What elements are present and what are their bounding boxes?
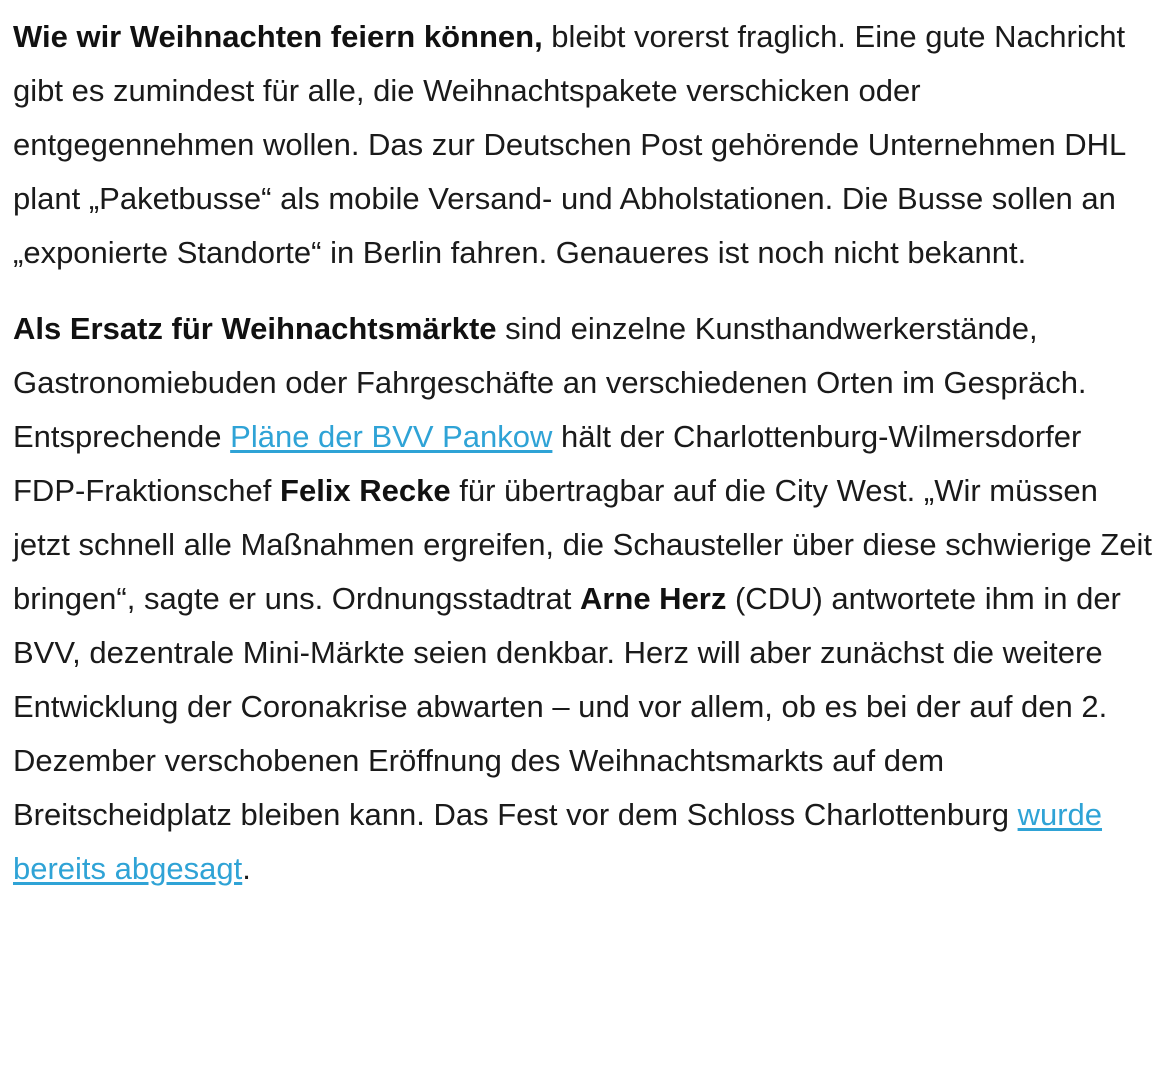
paragraph-text: hält der Charlottenburg-Wilmersdorfer FDP-Fraktionschef — [13, 419, 1082, 508]
link-plaene-bvv-pankow[interactable]: Pläne der BVV Pankow — [230, 419, 553, 454]
paragraph-text: (CDU) antwortete ihm in der BVV, dezentrale Mini-Märkte seien denkbar. Herz will aber zunächst die weitere Entwicklung der Coronakrise abwarten – und vor allem, ob es bei der auf den 2. Dezember verschobenen Eröffnung des Weihnachtsmarkts auf dem Breitscheidplatz bleiben kann. Das Fest vor dem Schloss Charlottenburg — [13, 581, 1121, 832]
paragraph-text: . — [242, 851, 251, 886]
bold-name-arne-herz: Arne Herz — [579, 581, 727, 616]
paragraph-paketbusse — [13, 10, 1154, 280]
lead-bold-weihnachten: Wie wir Weihnachten feiern können, — [13, 19, 543, 54]
paragraph-text: für übertragbar auf die City West. „Wir müssen jetzt schnell alle Maßnahmen ergreifen, die Schausteller über diese schwierige Zeit bringen“, sagte er uns. Ordnungsstadtrat — [13, 473, 1152, 616]
lead-bold-ersatz: Als Ersatz für Weihnachtsmärkte — [13, 311, 497, 346]
link-wurde-bereits-abgesagt[interactable]: wurde bereits abgesagt — [13, 797, 1103, 886]
paragraph-weihnachtsmaerkte — [13, 302, 1154, 896]
bold-name-felix-recke: Felix Recke — [280, 473, 451, 508]
paragraph-text: bleibt vorerst fraglich. Eine gute Nachricht gibt es zumindest für alle, die Weihnachtspakete verschicken oder entgegennehmen wollen. Das zur Deutschen Post gehörende Unternehmen DHL plant „Paketbusse“ als mobile Versand- und Abholstationen. Die Busse sollen an „exponierte Standorte“ in Berlin fahren. Genaueres ist noch nicht bekannt. — [13, 19, 1126, 270]
paragraph-text: sind einzelne Kunsthandwerkerstände, Gastronomiebuden oder Fahrgeschäfte an verschiedenen Orten im Gespräch. Entsprechende — [13, 311, 1087, 454]
